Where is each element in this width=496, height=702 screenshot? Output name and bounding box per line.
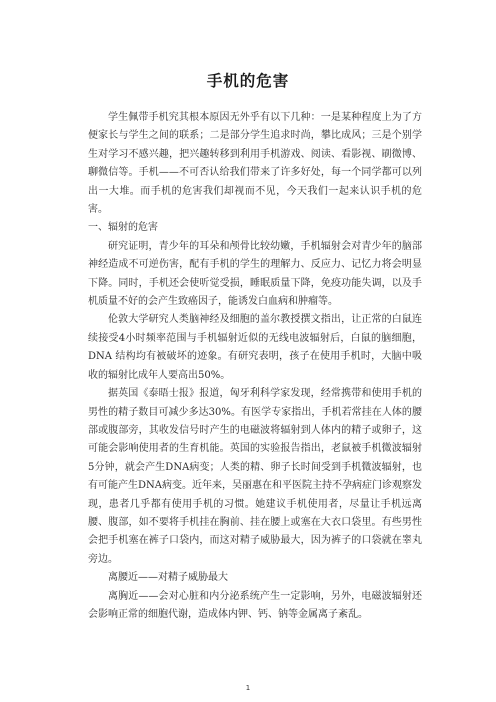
paragraph-london-study: 伦敦大学研究人类脑神经及细胞的盖尔教授撰文指出，让正常的白鼠连续接受4小时频率范围与手机辐射近似的无线电波辐射后，白鼠的脑细胞，DNA 结构均有被破坏的迹象。有研究表明，孩子在使用手机时，大脑中吸收的辐射比成年人要高出50%。	[88, 314, 422, 381]
section-heading-radiation: 一、辐射的危害	[88, 222, 158, 234]
paragraph-chest: 离胸近——会对心脏和内分泌系统产生一定影响，另外，电磁波辐射还会影响正常的细胞代谢，造成体内钾、钙、钠等金属离子紊乱。	[88, 590, 422, 620]
document-body	[88, 109, 422, 624]
subheading-waist: 离腰近——对精子威胁最大	[108, 572, 228, 584]
document-title: 手机的危害	[206, 72, 290, 90]
page-number: 1	[245, 684, 251, 692]
paragraph-times-report: 据英国《泰晤士报》报道，匈牙利科学家发现，经常携带和使用手机的男性的精子数目可减少多达30%。有医学专家指出，手机若常挂在人体的腰部或腹部旁，其收发信号时产生的电磁波将辐射到人体内的精子或卵子，这可能会影响使用者的生育机能。英国的实验报告指出，老鼠被手机微波辐射5分钟，就会产生DNA病变；人类的精、卵子长时间受到手机微波辐射，也有可能产生DNA病变。近年来，吴丽惠在和平医院主持不孕病症门诊观察发现，患者几乎都有使用手机的习惯。她建议手机使用者，尽量让手机远离腰、腹部，如不要将手机挂在胸前、挂在腰上或塞在大衣口袋里。有些男性会把手机塞在裤子口袋内，而这对精子威胁最大，因为裤子的口袋就在睾丸旁边。	[88, 388, 422, 565]
paragraph-intro: 学生佩带手机究其根本原因无外乎有以下几种：一是某种程度上为了方便家长与学生之间的联系；二是部分学生追求时尚，攀比成风；三是个别学生对学习不感兴趣，把兴趣转移到利用手机游戏、阅读、看影视、刷微博、聊微信等。手机——不可否认给我们带来了许多好处，每一个同学都可以列出一大堆。而手机的危害我们却视而不见，今天我们一起来认识手机的危害。	[88, 112, 422, 216]
paragraph-research: 研究证明，青少年的耳朵和颅骨比较幼嫩，手机辐射会对青少年的脑部神经造成不可逆伤害，配有手机的学生的理解力、反应力、记忆力将会明显下降。同时，手机还会使听觉受损，睡眠质量下降，免疫功能失调，以及手机质量不好的会产生致癌因子，能诱发白血病和肿瘤等。	[88, 240, 422, 308]
